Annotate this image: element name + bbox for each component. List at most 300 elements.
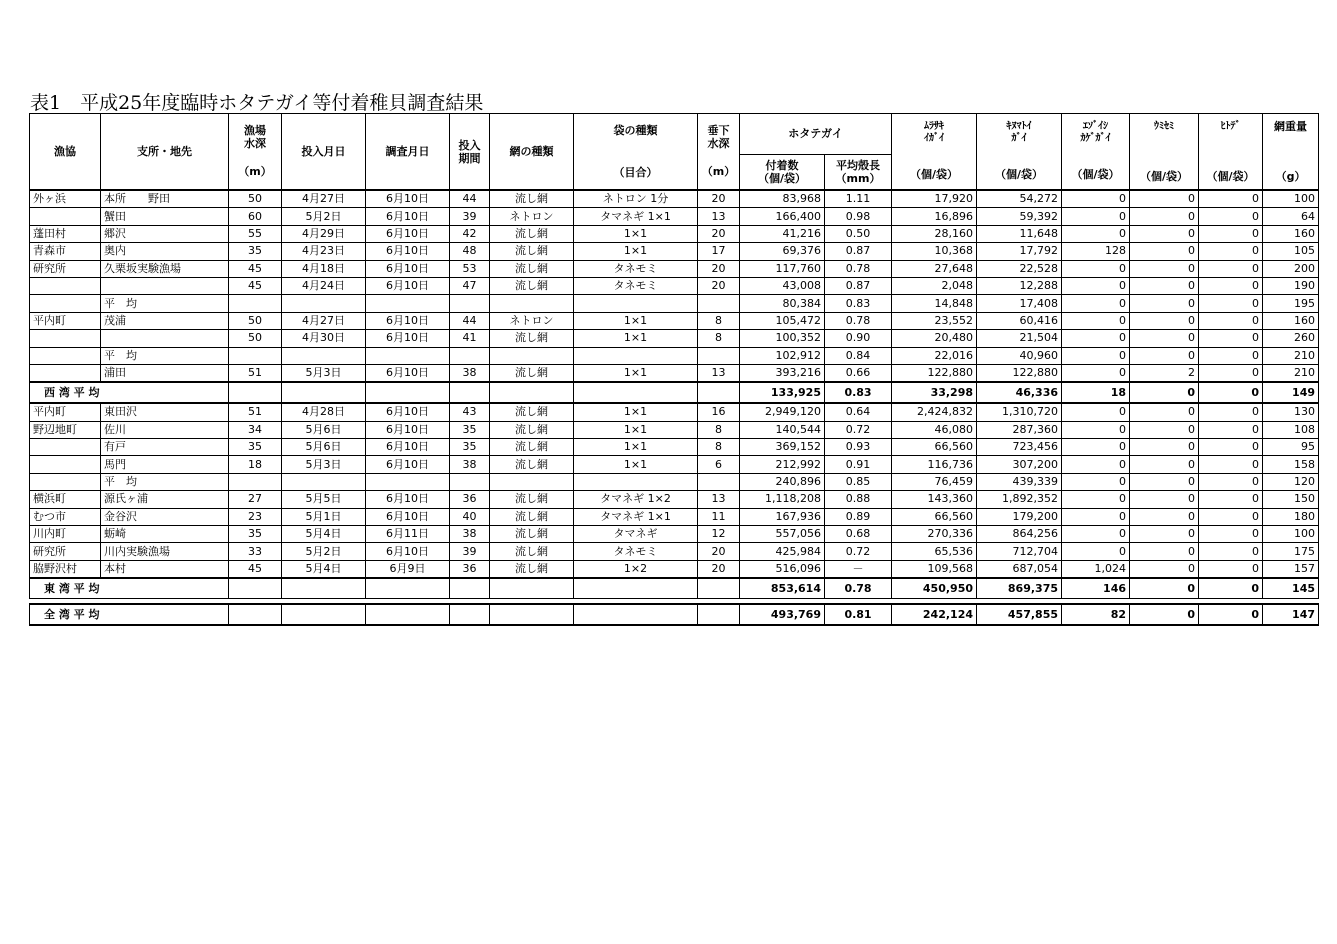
cell-bag: 1×1: [574, 439, 698, 456]
cell-survey: 6月10日: [366, 312, 450, 329]
cell-d: 0: [1130, 543, 1199, 560]
cell-w: 210: [1263, 364, 1319, 382]
cell-branch: 本村: [101, 560, 229, 578]
cell-shell: 0.93: [825, 439, 892, 456]
cell-b: 46,336: [977, 382, 1062, 403]
empty-cell: [698, 604, 740, 625]
cell-deploy: 4月29日: [282, 225, 366, 242]
table-row: [30, 543, 1319, 560]
cell-depth: 33: [229, 543, 282, 560]
cell-bag: 1×1: [574, 403, 698, 421]
empty-cell: [574, 382, 698, 403]
empty-cell: [450, 604, 490, 625]
survey-table: [29, 113, 1319, 626]
table-row: [30, 491, 1319, 508]
cell-count: 83,968: [740, 190, 825, 208]
cell-deploy: 5月3日: [282, 364, 366, 382]
cell-period: 38: [450, 526, 490, 543]
cell-w: 190: [1263, 277, 1319, 294]
cell-period: 53: [450, 260, 490, 277]
cell-d: 0: [1130, 526, 1199, 543]
cell-b: 687,054: [977, 560, 1062, 578]
cell-a: 22,016: [892, 347, 977, 364]
cell-deploy: 5月6日: [282, 421, 366, 438]
header-depth-site: 漁場 水深 （m）: [229, 114, 282, 191]
cell-e: 0: [1199, 260, 1263, 277]
cell-b: 122,880: [977, 364, 1062, 382]
cell-period: 38: [450, 456, 490, 473]
cell-w: 160: [1263, 225, 1319, 242]
cell-survey: 6月10日: [366, 260, 450, 277]
cell-depth: 45: [229, 560, 282, 578]
cell-count: 80,384: [740, 295, 825, 312]
table-row: [30, 225, 1319, 242]
cell-bag: タネモミ: [574, 277, 698, 294]
cell-d: 2: [1130, 364, 1199, 382]
cell-union: 青森市: [30, 243, 101, 260]
cell-survey: 6月10日: [366, 508, 450, 525]
cell-net: 流し網: [490, 364, 574, 382]
cell-e: 0: [1199, 347, 1263, 364]
cell-branch: 茂浦: [101, 312, 229, 329]
cell-net: 流し網: [490, 330, 574, 347]
cell-hang: 17: [698, 243, 740, 260]
cell-a: 2,048: [892, 277, 977, 294]
cell-net: [490, 295, 574, 312]
cell-e: 0: [1199, 491, 1263, 508]
cell-a: 66,560: [892, 508, 977, 525]
cell-depth: 27: [229, 491, 282, 508]
header-deploy-date: 投入月日: [282, 114, 366, 191]
cell-bag: 1×1: [574, 364, 698, 382]
cell-union: [30, 208, 101, 225]
cell-w: 100: [1263, 190, 1319, 208]
cell-d: 0: [1130, 347, 1199, 364]
cell-c: 0: [1062, 439, 1130, 456]
cell-survey: 6月10日: [366, 491, 450, 508]
cell-b: 12,288: [977, 277, 1062, 294]
cell-branch: 馬門: [101, 456, 229, 473]
cell-branch: 蟹田: [101, 208, 229, 225]
cell-union: むつ市: [30, 508, 101, 525]
cell-a: 109,568: [892, 560, 977, 578]
cell-count: 393,216: [740, 364, 825, 382]
header-branch: 支所・地先: [101, 114, 229, 191]
cell-period: 35: [450, 439, 490, 456]
cell-c: 0: [1062, 364, 1130, 382]
cell-b: 439,339: [977, 473, 1062, 490]
cell-count: 516,096: [740, 560, 825, 578]
cell-hang: 20: [698, 260, 740, 277]
cell-shell: 0.50: [825, 225, 892, 242]
cell-a: 14,848: [892, 295, 977, 312]
cell-branch: 東田沢: [101, 403, 229, 421]
cell-a: 10,368: [892, 243, 977, 260]
cell-net: 流し網: [490, 526, 574, 543]
cell-count: 166,400: [740, 208, 825, 225]
cell-a: 2,424,832: [892, 403, 977, 421]
empty-cell: [490, 578, 574, 599]
cell-shell: 0.91: [825, 456, 892, 473]
cell-branch: 平 均: [101, 473, 229, 490]
header-sp2: ｷﾇﾏﾄｲ ｶﾞｲ （個/袋）: [977, 114, 1062, 191]
cell-union: 外ヶ浜: [30, 190, 101, 208]
table-header: [30, 114, 1319, 191]
cell-depth: 45: [229, 277, 282, 294]
cell-a: 242,124: [892, 604, 977, 625]
cell-c: 0: [1062, 260, 1130, 277]
cell-hang: 6: [698, 456, 740, 473]
header-attach-count: 付着数 （個/袋）: [740, 155, 825, 191]
table-row: [30, 560, 1319, 578]
cell-d: 0: [1130, 330, 1199, 347]
bay-average-label: 西 湾 平 均: [30, 382, 229, 403]
all-avg-row: [30, 604, 1319, 625]
cell-e: 0: [1199, 208, 1263, 225]
cell-c: 128: [1062, 243, 1130, 260]
cell-c: 0: [1062, 312, 1130, 329]
empty-cell: [282, 578, 366, 599]
cell-shell: 0.98: [825, 208, 892, 225]
cell-w: 145: [1263, 578, 1319, 599]
table-row: [30, 243, 1319, 260]
cell-e: 0: [1199, 364, 1263, 382]
header-sp1: ﾑﾗｻｷ ｲｶﾞｲ （個/袋）: [892, 114, 977, 191]
cell-w: 95: [1263, 439, 1319, 456]
cell-w: 195: [1263, 295, 1319, 312]
cell-deploy: 5月4日: [282, 560, 366, 578]
empty-cell: [229, 382, 282, 403]
cell-c: 1,024: [1062, 560, 1130, 578]
cell-branch: 有戸: [101, 439, 229, 456]
empty-cell: [574, 604, 698, 625]
cell-net: 流し網: [490, 508, 574, 525]
cell-net: [490, 347, 574, 364]
cell-deploy: 5月3日: [282, 456, 366, 473]
cell-w: 100: [1263, 526, 1319, 543]
cell-union: [30, 330, 101, 347]
header-bag-type: 袋の種類 （目合）: [574, 114, 698, 191]
cell-count: 240,896: [740, 473, 825, 490]
cell-w: 210: [1263, 347, 1319, 364]
cell-a: 66,560: [892, 439, 977, 456]
cell-bag: タネモミ: [574, 543, 698, 560]
cell-period: 36: [450, 491, 490, 508]
cell-count: 69,376: [740, 243, 825, 260]
empty-cell: [229, 578, 282, 599]
cell-depth: 35: [229, 439, 282, 456]
cell-c: 0: [1062, 330, 1130, 347]
cell-c: 0: [1062, 403, 1130, 421]
cell-period: 38: [450, 364, 490, 382]
cell-w: 260: [1263, 330, 1319, 347]
subtotal-row: [30, 347, 1319, 364]
cell-b: 723,456: [977, 439, 1062, 456]
cell-hang: 13: [698, 364, 740, 382]
cell-w: 108: [1263, 421, 1319, 438]
cell-net: 流し網: [490, 190, 574, 208]
cell-period: 39: [450, 543, 490, 560]
cell-deploy: 4月24日: [282, 277, 366, 294]
cell-hang: 16: [698, 403, 740, 421]
cell-net: ネトロン: [490, 208, 574, 225]
cell-c: 0: [1062, 526, 1130, 543]
cell-survey: 6月10日: [366, 225, 450, 242]
cell-d: 0: [1130, 604, 1199, 625]
cell-b: 17,792: [977, 243, 1062, 260]
cell-branch: 平 均: [101, 347, 229, 364]
cell-c: 0: [1062, 456, 1130, 473]
cell-union: 横浜町: [30, 491, 101, 508]
cell-shell: 0.78: [825, 578, 892, 599]
cell-survey: [366, 473, 450, 490]
cell-bag: 1×1: [574, 421, 698, 438]
cell-shell: 0.90: [825, 330, 892, 347]
cell-d: 0: [1130, 382, 1199, 403]
cell-depth: 45: [229, 260, 282, 277]
cell-branch: 川内実験漁場: [101, 543, 229, 560]
cell-depth: 55: [229, 225, 282, 242]
cell-c: 0: [1062, 347, 1130, 364]
cell-depth: 35: [229, 526, 282, 543]
table-row: [30, 312, 1319, 329]
cell-c: 0: [1062, 225, 1130, 242]
cell-d: 0: [1130, 491, 1199, 508]
cell-survey: 6月10日: [366, 208, 450, 225]
cell-union: 平内町: [30, 403, 101, 421]
cell-union: 研究所: [30, 260, 101, 277]
cell-d: 0: [1130, 456, 1199, 473]
cell-count: 212,992: [740, 456, 825, 473]
cell-union: [30, 364, 101, 382]
cell-e: 0: [1199, 456, 1263, 473]
empty-cell: [450, 382, 490, 403]
cell-survey: 6月10日: [366, 330, 450, 347]
cell-branch: 金谷沢: [101, 508, 229, 525]
cell-union: 平内町: [30, 312, 101, 329]
table-row: [30, 456, 1319, 473]
cell-e: 0: [1199, 190, 1263, 208]
cell-a: 17,920: [892, 190, 977, 208]
cell-survey: 6月10日: [366, 190, 450, 208]
cell-net: 流し網: [490, 243, 574, 260]
cell-shell: 0.72: [825, 543, 892, 560]
cell-bag: [574, 473, 698, 490]
cell-net: 流し網: [490, 403, 574, 421]
cell-period: 41: [450, 330, 490, 347]
cell-e: 0: [1199, 560, 1263, 578]
cell-d: 0: [1130, 295, 1199, 312]
cell-shell: 0.66: [825, 364, 892, 382]
cell-union: [30, 295, 101, 312]
cell-count: 117,760: [740, 260, 825, 277]
empty-cell: [450, 578, 490, 599]
cell-union: [30, 473, 101, 490]
cell-hang: 13: [698, 491, 740, 508]
cell-union: [30, 277, 101, 294]
cell-w: 105: [1263, 243, 1319, 260]
cell-count: 41,216: [740, 225, 825, 242]
cell-bag: タネモミ: [574, 260, 698, 277]
cell-bag: 1×2: [574, 560, 698, 578]
header-period: 投入 期間: [450, 114, 490, 191]
cell-branch: 佐川: [101, 421, 229, 438]
table-row: [30, 260, 1319, 277]
cell-c: 0: [1062, 295, 1130, 312]
cell-bag: 1×1: [574, 312, 698, 329]
empty-cell: [282, 382, 366, 403]
table-row: [30, 439, 1319, 456]
empty-cell: [366, 604, 450, 625]
cell-a: 27,648: [892, 260, 977, 277]
subtotal-row: [30, 473, 1319, 490]
cell-survey: 6月10日: [366, 421, 450, 438]
cell-b: 1,310,720: [977, 403, 1062, 421]
cell-net: [490, 473, 574, 490]
cell-bag: 1×1: [574, 243, 698, 260]
cell-survey: 6月9日: [366, 560, 450, 578]
cell-survey: 6月10日: [366, 543, 450, 560]
cell-branch: 浦田: [101, 364, 229, 382]
empty-cell: [366, 382, 450, 403]
cell-d: 0: [1130, 243, 1199, 260]
cell-deploy: [282, 347, 366, 364]
cell-bag: [574, 347, 698, 364]
table-row: [30, 526, 1319, 543]
cell-bag: タマネギ 1×2: [574, 491, 698, 508]
cell-w: 157: [1263, 560, 1319, 578]
cell-c: 0: [1062, 190, 1130, 208]
cell-b: 307,200: [977, 456, 1062, 473]
cell-hang: 13: [698, 208, 740, 225]
cell-c: 0: [1062, 208, 1130, 225]
cell-a: 46,080: [892, 421, 977, 438]
cell-d: 0: [1130, 403, 1199, 421]
cell-hang: 20: [698, 190, 740, 208]
cell-branch: 平 均: [101, 295, 229, 312]
cell-net: 流し網: [490, 225, 574, 242]
cell-period: 44: [450, 312, 490, 329]
cell-depth: 18: [229, 456, 282, 473]
cell-d: 0: [1130, 473, 1199, 490]
cell-hang: [698, 347, 740, 364]
cell-branch: [101, 277, 229, 294]
cell-b: 59,392: [977, 208, 1062, 225]
cell-deploy: 4月27日: [282, 190, 366, 208]
cell-hang: 8: [698, 439, 740, 456]
cell-period: [450, 473, 490, 490]
empty-cell: [366, 578, 450, 599]
cell-count: 2,949,120: [740, 403, 825, 421]
cell-deploy: 5月6日: [282, 439, 366, 456]
header-sp4: ｳﾐｾﾐ （個/袋）: [1130, 114, 1199, 191]
cell-shell: 0.68: [825, 526, 892, 543]
cell-net: ネトロン: [490, 312, 574, 329]
empty-cell: [282, 604, 366, 625]
table-body: [30, 190, 1319, 625]
cell-a: 143,360: [892, 491, 977, 508]
cell-c: 0: [1062, 473, 1130, 490]
cell-w: 180: [1263, 508, 1319, 525]
cell-depth: [229, 347, 282, 364]
cell-survey: 6月11日: [366, 526, 450, 543]
cell-survey: 6月10日: [366, 243, 450, 260]
cell-deploy: 5月4日: [282, 526, 366, 543]
cell-bag: 1×1: [574, 330, 698, 347]
cell-d: 0: [1130, 277, 1199, 294]
cell-bag: 1×1: [574, 456, 698, 473]
table-row: [30, 421, 1319, 438]
cell-w: 158: [1263, 456, 1319, 473]
cell-count: 493,769: [740, 604, 825, 625]
cell-hang: 8: [698, 330, 740, 347]
cell-shell: 0.87: [825, 243, 892, 260]
cell-branch: 奥内: [101, 243, 229, 260]
cell-count: 425,984: [740, 543, 825, 560]
cell-survey: 6月10日: [366, 456, 450, 473]
cell-union: 川内町: [30, 526, 101, 543]
cell-hang: 20: [698, 277, 740, 294]
cell-e: 0: [1199, 578, 1263, 599]
cell-hang: 20: [698, 225, 740, 242]
table-row: [30, 364, 1319, 382]
cell-a: 33,298: [892, 382, 977, 403]
header-net-type: 網の種類: [490, 114, 574, 191]
cell-w: 175: [1263, 543, 1319, 560]
cell-c: 0: [1062, 491, 1130, 508]
cell-e: 0: [1199, 473, 1263, 490]
cell-a: 65,536: [892, 543, 977, 560]
cell-shell: 0.83: [825, 382, 892, 403]
cell-hang: 8: [698, 312, 740, 329]
cell-shell: 0.78: [825, 312, 892, 329]
cell-d: 0: [1130, 260, 1199, 277]
cell-period: [450, 295, 490, 312]
cell-w: 200: [1263, 260, 1319, 277]
cell-survey: [366, 347, 450, 364]
cell-net: 流し網: [490, 560, 574, 578]
empty-cell: [490, 604, 574, 625]
cell-period: 48: [450, 243, 490, 260]
cell-w: 150: [1263, 491, 1319, 508]
cell-period: 40: [450, 508, 490, 525]
cell-e: 0: [1199, 604, 1263, 625]
cell-e: 0: [1199, 243, 1263, 260]
cell-depth: 60: [229, 208, 282, 225]
cell-shell: 0.78: [825, 260, 892, 277]
cell-survey: [366, 295, 450, 312]
cell-bag: 1×1: [574, 225, 698, 242]
cell-w: 64: [1263, 208, 1319, 225]
cell-deploy: 5月2日: [282, 208, 366, 225]
cell-count: 167,936: [740, 508, 825, 525]
cell-hang: 12: [698, 526, 740, 543]
cell-branch: 久栗坂実験漁場: [101, 260, 229, 277]
cell-union: [30, 456, 101, 473]
cell-count: 133,925: [740, 382, 825, 403]
empty-cell: [490, 382, 574, 403]
cell-d: 0: [1130, 439, 1199, 456]
cell-a: 16,896: [892, 208, 977, 225]
table-row: [30, 208, 1319, 225]
table-row: [30, 277, 1319, 294]
cell-depth: 35: [229, 243, 282, 260]
cell-a: 23,552: [892, 312, 977, 329]
cell-d: 0: [1130, 578, 1199, 599]
cell-d: 0: [1130, 508, 1199, 525]
cell-deploy: 5月5日: [282, 491, 366, 508]
cell-net: 流し網: [490, 543, 574, 560]
